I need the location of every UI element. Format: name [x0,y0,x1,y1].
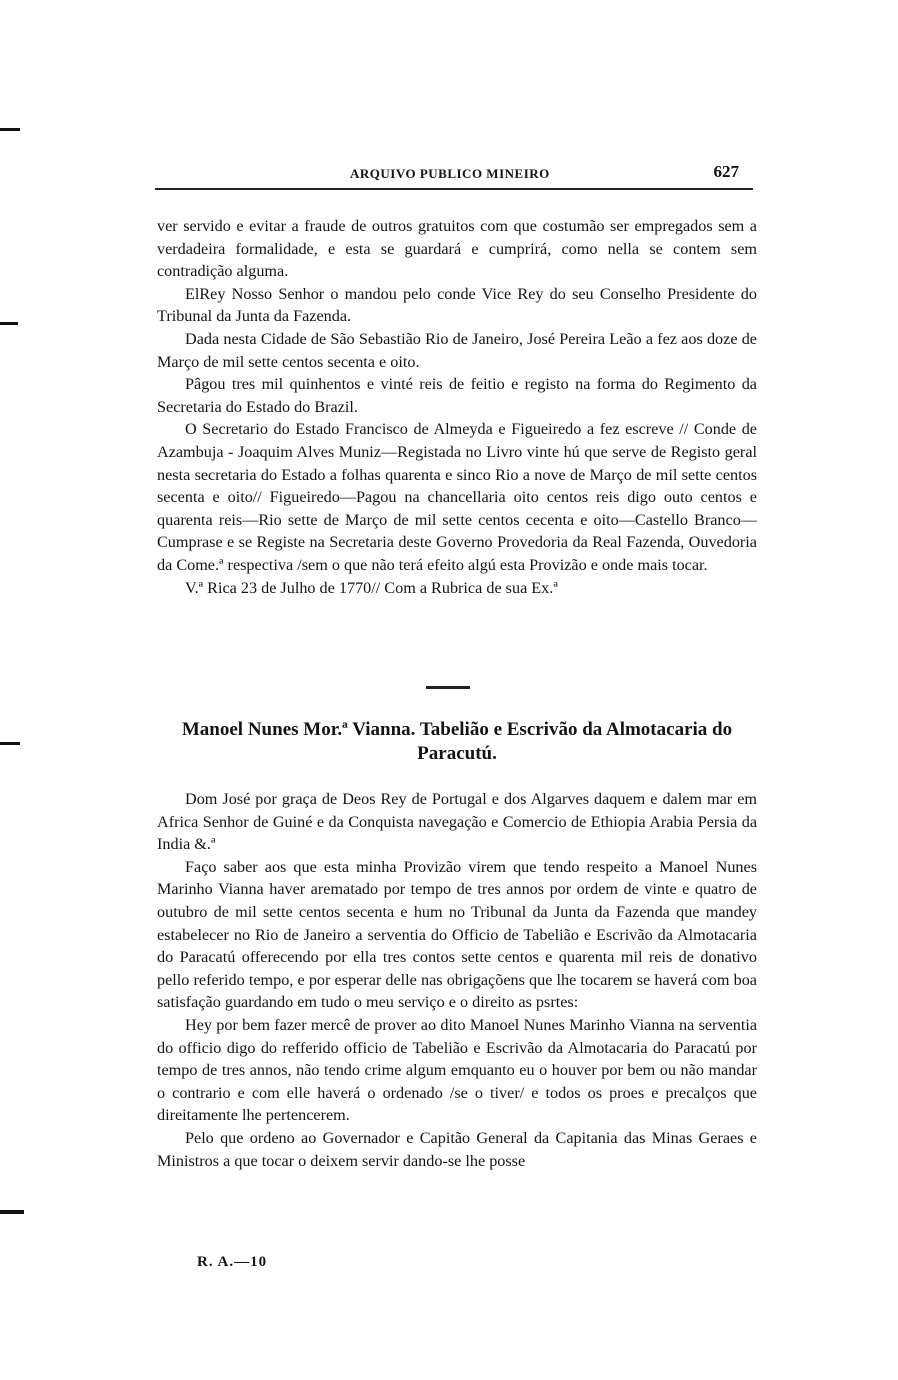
page-header [155,158,753,190]
section-divider [426,686,470,689]
paragraph: Dom José por graça de Deos Rey de Portugal e dos Algarves daquem e dalem mar em Africa Senhor de Guiné e da Conquista navegação e Comercio de Ethiopia Arabia Persia da India &.ª [157,790,757,854]
paragraph: ElRey Nosso Senhor o mandou pelo conde Vice Rey do seu Conselho Presidente do Tribunal da Junta da Fazenda. [157,284,757,326]
paragraph: Faço saber aos que esta minha Provizão virem que tendo respeito a Manoel Nunes Marinho Vianna haver arematado por tempo de tres annos por ordem de vinte e quatro de outubro de mil sette centos secenta e hum no Tribunal da Junta da Fazenda que mandey estabelecer no Rio de Janeiro a serventia do Officio de Tabelião e Escrivão da Almotacaria do Paracatú offerecendo por ella tres contos sette centos e quarenta mil reis de donativo pello referido tempo, e por esperar delle nas obrigaçõens que lhe tocarem se haverá com boa satisfação guardando em tudo o meu serviço e o direito as psrtes: [157,857,757,1012]
scan-edge-mark [0,1210,24,1214]
paragraph: ver servido e evitar a fraude de outros gratuitos com que costumão ser empregados sem a verdadeira formalidade, e esta se guardará e cumprirá, como nella se contem sem contradição alguma. [157,217,757,281]
scan-edge-mark [0,128,20,131]
decree-body [157,788,757,1172]
section-title: Manoel Nunes Mor.ª Vianna. Tabelião e Escrivão da Almotacaria do Paracutú. [181,719,733,764]
page-number: 627 [713,162,739,181]
paragraph: O Secretario do Estado Francisco de Almeyda e Figueiredo a fez escreve // Conde de Azambuja - Joaquim Alves Muniz—Registada no Livro vinte hú que serve de Registo geral nesta secretaria do Estado a folhas quarenta e sinco Rio a nove de Março de mil sette centos secenta e oito// Figueiredo—Pagou na chancellaria oito centos reis digo outo centos e quarenta reis—Rio sette de Março de mil sette centos cecenta e oito—Castello Branco—Cumprase e se Registe na Secretaria deste Governo Provedoria da Real Fazenda, Ouvedoria da Come.ª respectiva /sem o que não terá efeito algú esta Provizão e onde mais tocar. [157,420,757,574]
decree-continuation [157,215,757,599]
paragraph: Pelo que ordeno ao Governador e Capitão General da Capitania das Minas Geraes e Ministros a que tocar o deixem servir dando-se lhe posse [157,1128,757,1170]
signature-mark: R. A.—10 [197,1254,268,1270]
paragraph: Dada nesta Cidade de São Sebastião Rio de Janeiro, José Pereira Leão a fez aos doze de Março de mil sette centos secenta e oito. [157,329,757,371]
paragraph: V.ª Rica 23 de Julho de 1770// Com a Rubrica de sua Ex.ª [185,578,558,597]
paragraph: Pâgou tres mil quinhentos e vinté reis de feitio e registo na forma do Regimento da Secretaria do Estado do Brazil. [157,375,757,416]
paragraph: Hey por bem fazer mercê de prover ao dito Manoel Nunes Marinho Vianna na serventia do officio digo do refferido officio de Tabelião e Escrivão da Almotacaria do Paracatú por tempo de tres annos, não tendo crime algum emquanto eu o houver por bem ou não mandar o contrario e com elle haverá o ordenado /se o tiver/ e todos os proes e precalços que direitamente lhe pertencerem. [157,1015,757,1125]
scan-edge-mark [0,322,18,325]
scan-edge-mark [0,742,20,745]
running-title: ARQUIVO PUBLICO MINEIRO [350,166,550,181]
